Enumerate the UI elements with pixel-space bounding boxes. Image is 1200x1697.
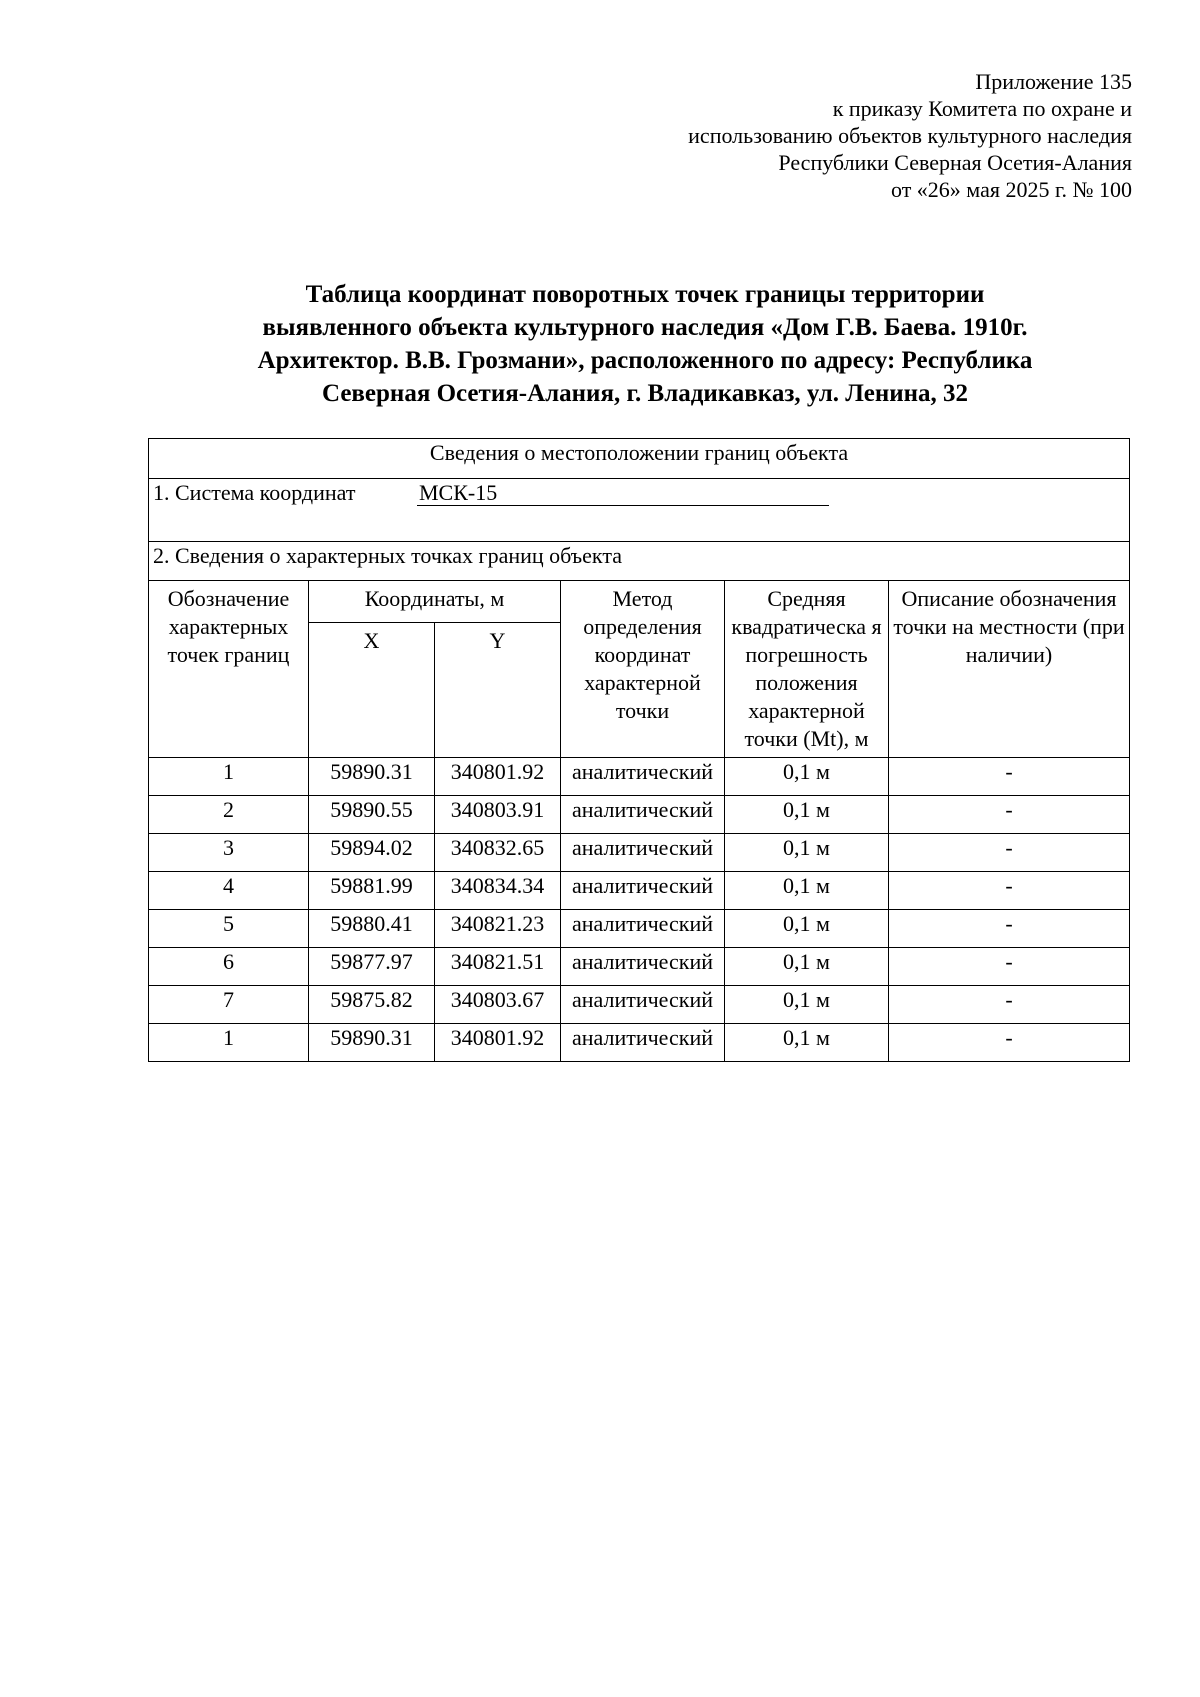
table-row bbox=[149, 872, 1130, 910]
method-cell: аналитический bbox=[561, 948, 725, 986]
point-number-cell: 3 bbox=[149, 834, 309, 872]
mean-error-cell: 0,1 м bbox=[725, 1024, 889, 1062]
table-row bbox=[149, 910, 1130, 948]
x-coordinate-cell: 59890.55 bbox=[309, 796, 435, 834]
x-coordinate-cell: 59877.97 bbox=[309, 948, 435, 986]
y-coordinate-cell: 340821.51 bbox=[435, 948, 561, 986]
x-coordinate-cell: 59890.31 bbox=[309, 1024, 435, 1062]
coordinate-system-label: 1. Система координат bbox=[153, 480, 356, 505]
title-line: Северная Осетия-Алания, г. Владикавказ, ул. Ленина, 32 bbox=[321, 380, 969, 407]
appendix-line: Приложение 135 bbox=[975, 69, 1132, 94]
point-number-cell: 1 bbox=[149, 1024, 309, 1062]
y-coordinate-cell: 340834.34 bbox=[435, 872, 561, 910]
x-coordinate-cell: 59894.02 bbox=[309, 834, 435, 872]
y-coordinate-cell: 340821.23 bbox=[435, 910, 561, 948]
mean-error-cell: 0,1 м bbox=[725, 948, 889, 986]
method-cell: аналитический bbox=[561, 872, 725, 910]
method-cell: аналитический bbox=[561, 758, 725, 796]
y-coordinate-cell: 340832.65 bbox=[435, 834, 561, 872]
method-cell: аналитический bbox=[561, 910, 725, 948]
point-description-cell: - bbox=[889, 796, 1130, 834]
x-coordinate-cell: 59875.82 bbox=[309, 986, 435, 1024]
point-number-cell: 4 bbox=[149, 872, 309, 910]
method-cell: аналитический bbox=[561, 986, 725, 1024]
title-line: Архитектор. В.В. Грозмани», расположенного по адресу: Республика bbox=[257, 347, 1033, 374]
y-coordinate-cell: 340803.67 bbox=[435, 986, 561, 1024]
header-method: Метод определения координат характерной точки bbox=[561, 581, 725, 758]
points-section-label: 2. Сведения о характерных точках границ объекта bbox=[149, 542, 1130, 581]
method-cell: аналитический bbox=[561, 834, 725, 872]
header-x: X bbox=[309, 622, 435, 757]
header-coordinates: Координаты, м bbox=[309, 581, 561, 623]
x-coordinate-cell: 59880.41 bbox=[309, 910, 435, 948]
point-description-cell: - bbox=[889, 1024, 1130, 1062]
header-error: Средняя квадратическа я погрешность положения характерной точки (Mt), м bbox=[725, 581, 889, 758]
y-coordinate-cell: 340801.92 bbox=[435, 1024, 561, 1062]
table-caption-row bbox=[149, 439, 1130, 479]
point-description-cell: - bbox=[889, 834, 1130, 872]
points-section-row bbox=[149, 542, 1130, 581]
appendix-line: к приказу Комитета по охране и bbox=[832, 96, 1132, 121]
point-description-cell: - bbox=[889, 872, 1130, 910]
appendix-block bbox=[432, 68, 1132, 203]
mean-error-cell: 0,1 м bbox=[725, 758, 889, 796]
title-line: Таблица координат поворотных точек границы территории bbox=[305, 281, 985, 308]
point-description-cell: - bbox=[889, 986, 1130, 1024]
point-description-cell: - bbox=[889, 910, 1130, 948]
table-row bbox=[149, 796, 1130, 834]
point-number-cell: 1 bbox=[149, 758, 309, 796]
mean-error-cell: 0,1 м bbox=[725, 910, 889, 948]
coordinate-system-value: МСК-15 bbox=[417, 480, 829, 506]
header-description: Описание обозначения точки на местности (при наличии) bbox=[889, 581, 1130, 758]
coordinates-table bbox=[148, 438, 1130, 1062]
point-number-cell: 2 bbox=[149, 796, 309, 834]
title-line: выявленного объекта культурного наследия «Дом Г.В. Баева. 1910г. bbox=[262, 314, 1028, 341]
table-caption: Сведения о местоположении границ объекта bbox=[149, 439, 1130, 479]
x-coordinate-cell: 59890.31 bbox=[309, 758, 435, 796]
header-designation: Обозначение характерных точек границ bbox=[149, 581, 309, 758]
appendix-line: использованию объектов культурного наследия bbox=[688, 123, 1132, 148]
x-coordinate-cell: 59881.99 bbox=[309, 872, 435, 910]
table-row bbox=[149, 834, 1130, 872]
table-row bbox=[149, 948, 1130, 986]
mean-error-cell: 0,1 м bbox=[725, 872, 889, 910]
method-cell: аналитический bbox=[561, 1024, 725, 1062]
coordinate-system-cell bbox=[149, 479, 1130, 542]
point-number-cell: 6 bbox=[149, 948, 309, 986]
table-body bbox=[149, 758, 1130, 1062]
appendix-line: от «26» мая 2025 г. № 100 bbox=[890, 177, 1132, 202]
point-description-cell: - bbox=[889, 758, 1130, 796]
y-coordinate-cell: 340803.91 bbox=[435, 796, 561, 834]
header-y: Y bbox=[435, 622, 561, 757]
table-row bbox=[149, 986, 1130, 1024]
table-row bbox=[149, 758, 1130, 796]
point-number-cell: 5 bbox=[149, 910, 309, 948]
coordinate-system-row bbox=[149, 479, 1130, 542]
document-title bbox=[150, 278, 1140, 410]
mean-error-cell: 0,1 м bbox=[725, 796, 889, 834]
mean-error-cell: 0,1 м bbox=[725, 834, 889, 872]
header-row bbox=[149, 581, 1130, 623]
point-number-cell: 7 bbox=[149, 986, 309, 1024]
y-coordinate-cell: 340801.92 bbox=[435, 758, 561, 796]
appendix-line: Республики Северная Осетия-Алания bbox=[778, 150, 1132, 175]
table-row bbox=[149, 1024, 1130, 1062]
mean-error-cell: 0,1 м bbox=[725, 986, 889, 1024]
point-description-cell: - bbox=[889, 948, 1130, 986]
method-cell: аналитический bbox=[561, 796, 725, 834]
